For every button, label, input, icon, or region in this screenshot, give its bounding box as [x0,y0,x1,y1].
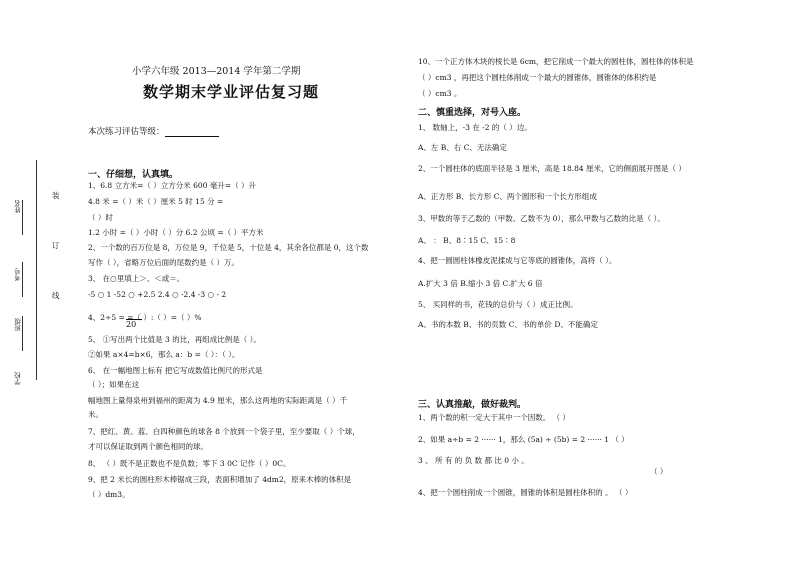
section-2-heading: 二、慎重选择，对号入座。 [418,108,527,118]
q3-line-3: （ ） [650,467,668,476]
right-top-1: （ ）cm3 ，再把这个圆柱体削成一个最大的圆锥体，圆锥体的体积约是 [418,73,657,82]
left-line-14: 米。 [88,410,103,419]
left-line-4: 2、一个数的百万位是 8，万位是 9，千位是 5，十位是 4，其余各位都是 0，这个数 [88,243,369,252]
term-line: 小学六年级 2013—2014 学年第二学期 [132,66,301,77]
binding-char-zhuang: 装 [52,191,60,200]
grade-label: 本次练习评估等级： [88,127,219,137]
left-line-9: 5、 ①写出两个比值是 3 的比，再组成比例是（ ）。 [88,335,261,344]
q2-line-1: A、左 B、右 C、无法确定 [418,143,507,152]
left-line-18: 9、把 2 米长的圆柱形木棒锯成三段，表面积增加了 4dm2，原来木棒的体积是 [88,475,352,484]
left-line-6: 3、 在○里填上＞、＜或＝。 [88,274,185,283]
name-blank[interactable] [22,200,23,235]
left-line-13: 幅地图上量得泉州到福州的距离为 4.9 厘米，那么这两地的实际距离是（ ）千 [88,396,348,405]
fraction-denominator: 20 [126,320,137,329]
q2-line-8: 5、 买同样的书，花钱的总价与（ ）成正比例。 [418,300,578,309]
right-top-2: （ ）cm3 。 [418,89,462,98]
label-exam-no: 考号 [14,268,22,281]
label-school: 学校 [14,372,22,385]
q3-line-2: 3 、 所 有 的 负 数 都 比 0 小 。 [418,456,529,465]
section-3-heading: 三、认真推敲，做好裁判。 [418,400,527,410]
left-line-15: 7、把红、黄、蓝、白四种颜色的球各 8 个放到一个袋子里，至少要取（ ）个球， [88,427,360,436]
binding-char-ding: 订 [52,241,60,250]
class-blank[interactable] [22,316,23,351]
q3-line-4: 4、把一个圆柱削成一个圆锥，圆锥的体积是圆柱体积的 。 （ ） [418,488,633,497]
q2-line-9: A、书的本数 B、书的页数 C、书的单价 D、不能确定 [418,320,598,329]
q2-line-6: 4、把一圆圆柱体橡皮泥揉成与它等底的圆锥体，高将（ ）。 [418,256,617,265]
section-1-heading: 一、仔细想，认真填。 [88,170,179,180]
q3-line-1: 2、如果 a÷b = 2 ······ 1，那么 (5a) ÷ (5b) = 2 ······ 1 （ ） [418,435,629,444]
left-line-17: 8、 （ ）既不是正数也不是负数；零下 3 0C 记作（ ）0C。 [88,459,291,468]
grade-blank[interactable] [165,127,219,137]
q2-line-0: 1、 数轴上，-3 在 -2 的（ ）边。 [418,123,532,132]
q3-line-0: 1、两个数的积一定大于其中一个因数。 （ ） [418,413,571,422]
left-line-19: （ ）dm3。 [88,490,130,499]
q2-line-7: A.扩大 3 倍 B.缩小 3 倍 C.扩大 6 倍 [418,279,543,288]
q2-line-3: A、正方形 B、长方形 C、两个圆形和一个长方形组成 [418,192,597,201]
q2-line-2: 2、一个圆柱体的底面半径是 3 厘米，高是 18.84 厘米，它的侧面展开图是（ ） [418,164,686,173]
left-line-12: （ ）；如果在这 [88,380,140,389]
q2-line-4: 3、甲数的等于乙数的（甲数、乙数不为 0），那么甲数与乙数的比是（ ）。 [418,214,665,223]
left-line-2: （ ）时 [88,213,113,222]
left-line-5: 写作（ ），省略万位后面的尾数约是（ ）万。 [88,258,240,267]
binding-line [36,160,37,380]
left-line-1: 4.8 米 =（ ）米（ ）厘米 5 时 15 分 = [88,197,224,206]
label-name: 姓名 [14,200,22,213]
binding-char-xian: 线 [52,291,60,300]
page-title: 数学期末学业评估复习题 [143,83,320,101]
label-class: 班级 [14,318,22,331]
left-line-11: 6、 在一幅地图上标有 把它写成数值比例尺的形式是 [88,366,263,375]
right-top-0: 10、一个正方体木块的棱长是 6cm，把它削成一个最大的圆柱体，圆柱体的体积是 [418,57,694,66]
left-line-16: 才可以保证取到两个颜色相同的球。 [88,442,208,451]
q2-line-5: A、 ： B、8∶15 C、15∶8 [418,236,516,245]
left-line-8: 4、2÷5 = =（ ）:（ ）=（ ）% [88,313,202,322]
left-line-10: ②如果 a×4=b×6，那么 a：b =（ ）：（ ）。 [88,350,240,359]
exam-no-blank[interactable] [22,262,23,297]
left-line-3: 1.2 小时 =（ ）小时（ ）分 6.2 公顷 =（ ）平方米 [88,228,264,237]
left-line-0: 1、6.8 立方米=（ ）立方分米 600 毫升=（ ）升 [88,181,257,190]
left-line-7: -5 ○ 1 -52 ○ +2.5 2.4 ○ -2.4 -3 ○ - 2 [88,290,227,299]
